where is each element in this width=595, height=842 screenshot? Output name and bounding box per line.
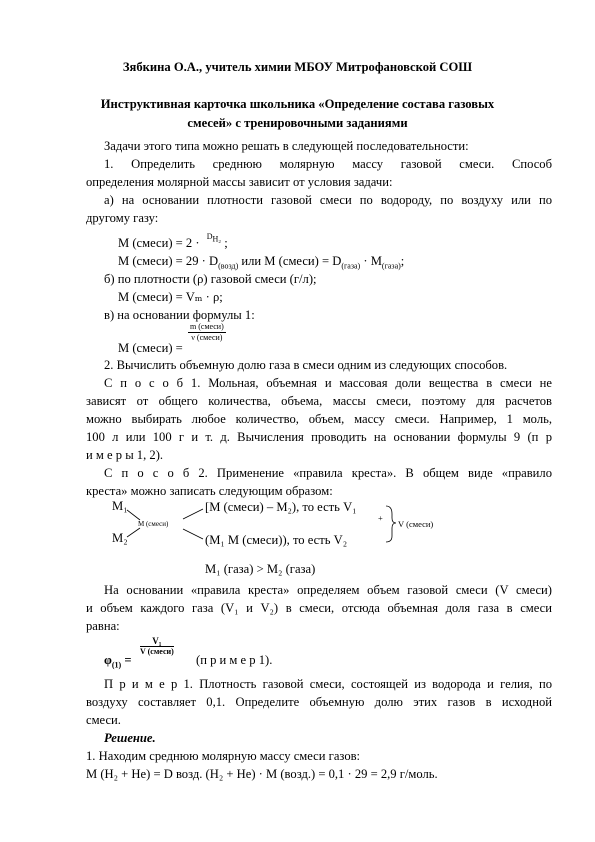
step1-line-1: 1. Определить среднюю молярную массу газовой смеси. Способ [104, 157, 552, 171]
cross-bottom: (M₁ M (смеси)), то есть V₂ [205, 533, 348, 547]
item-b: б) по плотности (ρ) газовой смеси (г/л); [104, 272, 317, 286]
phi-fraction [140, 636, 174, 657]
example1-line-1: П р и м е р 1. Плотность газовой смеси, состоящей из водорода и гелия, по [104, 677, 552, 691]
phi-numerator: V₁ [140, 636, 174, 647]
formula-4-numerator: m (смеси) [190, 322, 224, 331]
formula-1-lhs: M (смеси) = 2 · [118, 236, 200, 250]
phi-eq: = [121, 653, 132, 667]
formula-1-d: D [206, 232, 213, 241]
after-cross-line-2: и объем каждого газа (V₁ и V₂) в смеси, отсюда объемная доля газа в смеси [86, 601, 552, 615]
step1-line-2: определения молярной массы зависит от условия задачи: [86, 175, 393, 189]
cross-condition: M₁ (газа) > M₂ (газа) [205, 562, 316, 576]
cross-top: [M (смеси) – M₂), то есть V₁ [205, 500, 357, 514]
formula-2-sub-c: (газа) [381, 261, 401, 271]
solution-step1: 1. Находим среднюю молярную массу смеси газов: [86, 749, 361, 763]
cross-center: M (смеси) [138, 520, 169, 528]
formula-4-lhs: M (смеси) = [118, 341, 183, 355]
item-a-line-2: другому газу: [86, 211, 159, 225]
phi-symbol: φ [104, 653, 112, 667]
formula-4-denominator: ν (смеси) [191, 333, 223, 342]
formula-2-end: ; [400, 254, 405, 268]
arrow-center-to-top [183, 509, 203, 519]
formula-2-part-c: · M [360, 254, 382, 268]
cross-m1: M₁ [112, 499, 128, 513]
cross-m2: M₂ [112, 531, 128, 545]
cross-right: V (смеси) [398, 519, 434, 529]
solution-formula: M (H₂ + He) = D возд. (H₂ + He) · M (возд.) = 0,1 · 29 = 2,9 г/моль. [86, 767, 438, 781]
solution-label: Решение. [104, 731, 156, 745]
method2-line-2: креста» можно записать следующим образом: [86, 484, 333, 498]
method1-line-2: зависят от общего количества, объема, массы смеси, поэтому для расчетов [86, 394, 552, 408]
author-line: Зябкина О.А., учитель химии МБОУ Митрофановской СОШ [122, 60, 473, 74]
item-c: в) на основании формулы 1: [104, 308, 255, 322]
formula-3: M (смеси) = Vₘ · ρ; [118, 290, 223, 304]
method2-line-1: С п о с о б 2. Применение «правила креста». В общем виде «правило [104, 466, 552, 480]
title-line-1: Инструктивная карточка школьника «Определение состава газовых [100, 97, 495, 111]
title-line-2: смесей» с тренировочными заданиями [187, 116, 408, 130]
item-a-line-1: а) на основании плотности газовой смеси по водороду, по воздуху или по [104, 193, 552, 207]
example1-line-3: смеси. [86, 713, 121, 727]
formula-2-sub-b: (газа) [341, 261, 361, 271]
step2-text: 2. Вычислить объемную долю газа в смеси одним из следующих способов. [104, 358, 508, 372]
method1-line-4: 100 л или 100 г и т. д. Вычисления проводить на основании формулы 9 (п р [86, 430, 552, 444]
brace-sum [386, 506, 396, 542]
method1-line-3: можно выбирать любое количество, объем, массу смеси. Например, 1 моль, [86, 412, 552, 426]
formula-2-sub-a: (возд) [218, 261, 239, 271]
method1-line-1: С п о с о б 1. Мольная, объемная и массовая доли вещества в смеси не [104, 376, 552, 390]
example1-line-2: воздуху составляет 0,1. Определите объемную долю этих газов в исходной [86, 695, 552, 709]
method1-line-5: и м е р ы 1, 2). [86, 448, 164, 462]
phi-denominator: V (смеси) [140, 647, 174, 656]
after-cross-line-1: На основании «правила креста» определяем объем газовой смеси (V смеси) [104, 583, 552, 597]
cross-plus: + [378, 513, 383, 523]
formula-1-d-sub: H₂ [212, 234, 222, 244]
phi-reference: (п р и м е р 1). [196, 653, 273, 667]
formula-2-part-b: или M (смеси) = D [238, 254, 342, 268]
formula-1-end: ; [224, 236, 228, 250]
phi-sub: (1) [111, 660, 122, 670]
after-cross-line-3: равна: [86, 619, 120, 633]
formula-2-part-a: M (смеси) = 29 · D [118, 254, 219, 268]
arrow-center-to-bottom [183, 529, 203, 539]
phi-formula-lhs [104, 653, 132, 668]
intro-text: Задачи этого типа можно решать в следующей последовательности: [104, 139, 469, 153]
